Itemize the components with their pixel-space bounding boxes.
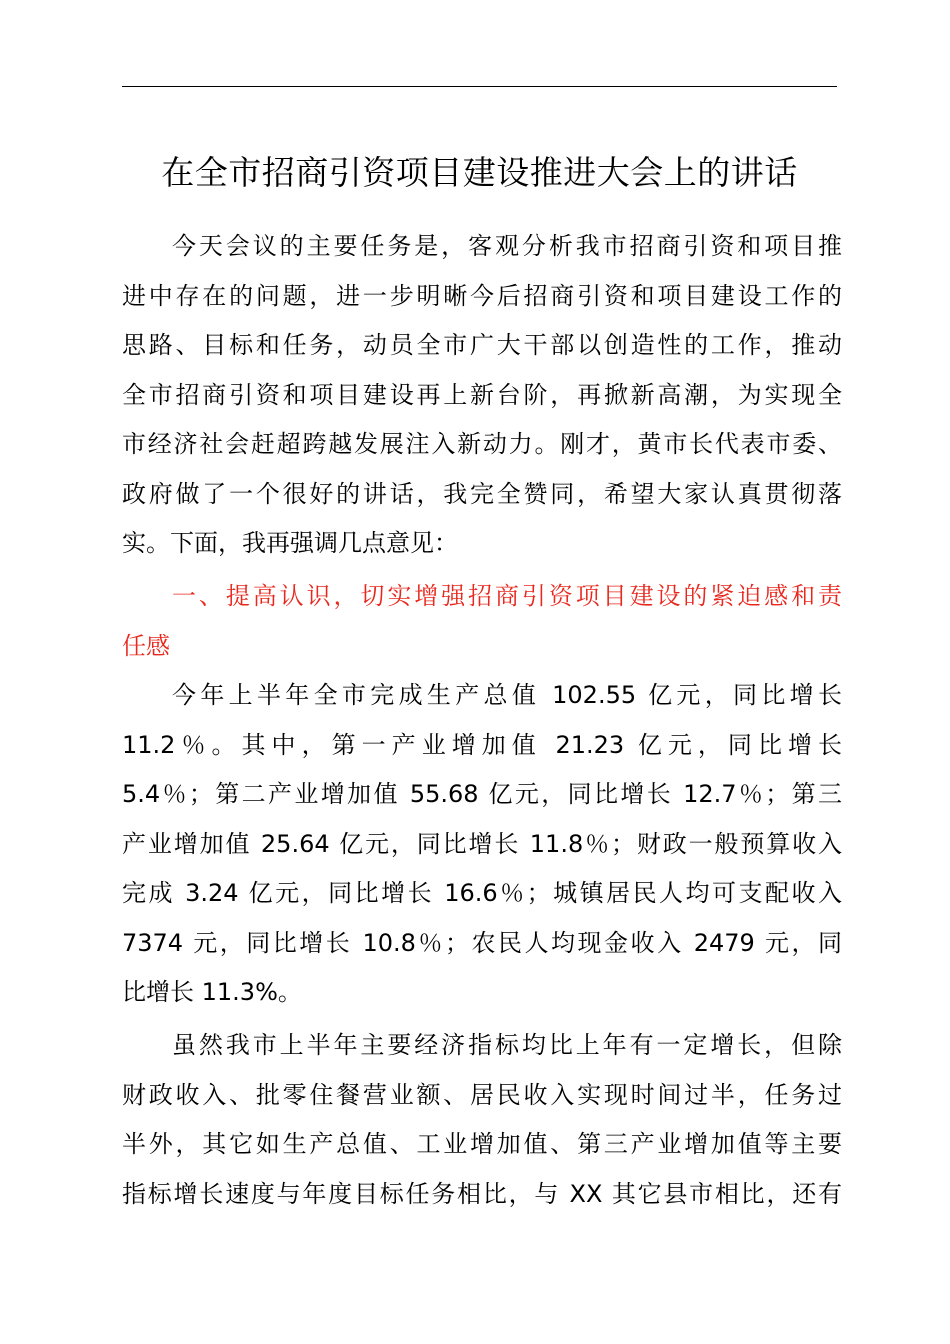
text-line: 产业增加值 25.64 亿元，同比增长 11.8％；财政一般预算收入 [122, 829, 842, 858]
paragraph-analysis [122, 1021, 842, 1219]
text-line: 全市招商引资和项目建设再上新台阶，再掀新高潮，为实现全 [122, 380, 842, 409]
text-line: 进中存在的问题，进一步明晰今后招商引资和项目建设工作的 [122, 281, 842, 310]
text-line: 比增长 11.3%。 [122, 978, 302, 1006]
text-line: 市经济社会赶超跨越发展注入新动力。刚才，黄市长代表市委、 [122, 430, 842, 458]
text-line: 5.4％；第二产业增加值 55.68 亿元，同比增长 12.7％；第三 [122, 780, 842, 808]
text-line: 11.2％。其中，第一产业增加值 21.23 亿元，同比增长 [122, 730, 842, 759]
text-line: 实。下面，我再强调几点意见： [122, 529, 458, 557]
heading-line: 任感 [122, 631, 170, 660]
text-line: 7374 元，同比增长 10.8％；农民人均现金收入 2479 元，同 [122, 928, 842, 957]
text-line: 半外，其它如生产总值、工业增加值、第三产业增加值等主要 [122, 1130, 842, 1158]
section-heading [122, 572, 842, 671]
text-line: 政府做了一个很好的讲话，我完全赞同，希望大家认真贯彻落 [122, 479, 842, 508]
text-line: 今天会议的主要任务是，客观分析我市招商引资和项目推 [172, 232, 842, 260]
paragraph-intro [122, 222, 842, 569]
header-rule [122, 86, 837, 87]
text-line: 今年上半年全市完成生产总值 102.55 亿元，同比增长 [172, 681, 842, 709]
document-title: 在全市招商引资项目建设推进大会上的讲话 [161, 153, 798, 192]
text-line: 完成 3.24 亿元，同比增长 16.6％；城镇居民人均可支配收入 [122, 879, 842, 907]
text-line: 虽然我市上半年主要经济指标均比上年有一定增长，但除 [172, 1031, 842, 1059]
paragraph-statistics [122, 671, 842, 1018]
text-line: 财政收入、批零住餐营业额、居民收入实现时间过半，任务过 [122, 1080, 842, 1109]
text-line: 指标增长速度与年度目标任务相比，与 XX 其它县市相比，还有 [122, 1179, 842, 1208]
heading-line: 一、提高认识，切实增强招商引资项目建设的紧迫感和责 [172, 582, 842, 610]
text-line: 思路、目标和任务，动员全市广大干部以创造性的工作，推动 [122, 331, 842, 359]
